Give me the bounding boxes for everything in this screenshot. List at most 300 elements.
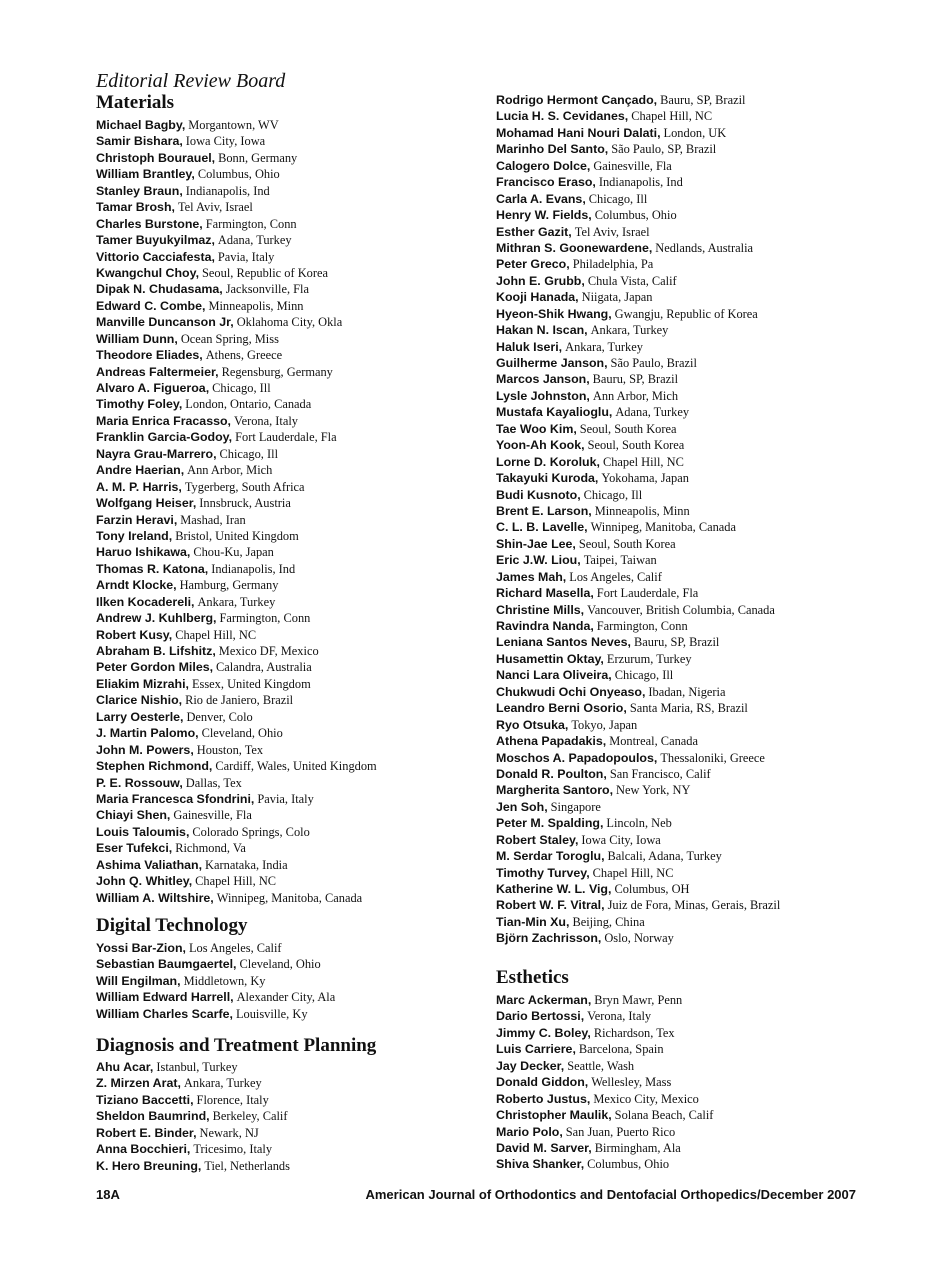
member-name: Leniana Santos Neves, bbox=[496, 635, 631, 650]
member-location: Regensburg, Germany bbox=[221, 364, 333, 379]
member-location: Barcelona, Spain bbox=[578, 1042, 664, 1057]
board-member-entry bbox=[96, 1125, 290, 1141]
board-member-entry bbox=[496, 750, 780, 766]
member-location: Beijing, China bbox=[572, 914, 645, 929]
member-location: Minneapolis, Minn bbox=[208, 298, 304, 313]
board-member-entry bbox=[496, 1091, 713, 1107]
board-member-entry bbox=[96, 314, 377, 330]
board-member-entry bbox=[496, 1156, 713, 1172]
member-name: Robert W. F. Vitral, bbox=[496, 898, 605, 913]
board-member-entry bbox=[96, 725, 377, 741]
board-member-entry bbox=[496, 634, 780, 650]
board-member-entry bbox=[496, 1124, 713, 1140]
member-name: Björn Zachrisson, bbox=[496, 931, 602, 946]
member-location: Seoul, South Korea bbox=[578, 536, 676, 551]
member-name: Takayuki Kuroda, bbox=[496, 471, 599, 486]
member-name: Ashima Valiathan, bbox=[96, 857, 203, 872]
board-member-entry bbox=[496, 141, 780, 157]
member-name: Kooji Hanada, bbox=[496, 290, 579, 305]
board-member-entry bbox=[96, 857, 377, 873]
board-member-entry bbox=[496, 322, 780, 338]
board-member-entry bbox=[96, 890, 377, 906]
member-location: Gainesville, Fla bbox=[173, 808, 252, 823]
member-name: Andre Haerian, bbox=[96, 463, 185, 478]
board-member-entry bbox=[496, 717, 780, 733]
member-location: Iowa City, Iowa bbox=[581, 832, 661, 847]
member-list-digital-technology bbox=[96, 940, 335, 1022]
member-name: Maria Enrica Fracasso, bbox=[96, 413, 231, 428]
member-location: Tel Aviv, Israel bbox=[177, 200, 253, 215]
member-location: Ankara, Turkey bbox=[183, 1076, 262, 1091]
member-name: Athena Papadakis, bbox=[496, 734, 607, 749]
member-name: Manville Duncanson Jr, bbox=[96, 315, 234, 330]
member-location: Indianapolis, Ind bbox=[185, 183, 270, 198]
member-location: Ankara, Turkey bbox=[197, 594, 276, 609]
member-name: Marc Ackerman, bbox=[496, 993, 592, 1007]
board-member-entry bbox=[96, 150, 377, 166]
member-name: Robert Staley, bbox=[496, 832, 579, 847]
member-name: Tian-Min Xu, bbox=[496, 914, 570, 929]
member-location: São Paulo, SP, Brazil bbox=[611, 142, 717, 157]
page-heading: Editorial Review Board bbox=[96, 70, 286, 92]
board-member-entry bbox=[496, 339, 780, 355]
member-location: Columbus, OH bbox=[614, 882, 690, 896]
board-member-entry bbox=[496, 602, 780, 618]
member-location: Cardiff, Wales, United Kingdom bbox=[215, 759, 377, 774]
member-location: Dallas, Tex bbox=[185, 775, 242, 790]
board-member-entry bbox=[496, 487, 780, 503]
member-location: Alexander City, Ala bbox=[236, 990, 336, 1005]
board-member-entry bbox=[496, 470, 780, 486]
board-member-entry bbox=[496, 930, 780, 946]
member-location: Nedlands, Australia bbox=[655, 240, 754, 255]
board-member-entry bbox=[96, 577, 377, 593]
member-location: Yokohama, Japan bbox=[601, 471, 689, 486]
member-location: Rio de Janiero, Brazil bbox=[185, 693, 294, 708]
member-location: Istanbul, Turkey bbox=[156, 1060, 238, 1074]
board-member-entry bbox=[496, 273, 780, 289]
board-member-entry bbox=[496, 174, 780, 190]
member-name: Hakan N. Iscan, bbox=[496, 323, 588, 338]
member-location: Chicago, Ill bbox=[212, 381, 271, 395]
member-location: Karnataka, India bbox=[205, 857, 288, 872]
member-location: Mexico DF, Mexico bbox=[218, 644, 319, 658]
board-member-entry bbox=[96, 643, 377, 659]
board-member-entry bbox=[496, 1140, 713, 1156]
member-name: Ilken Kocadereli, bbox=[96, 594, 195, 609]
board-member-entry bbox=[96, 117, 377, 133]
member-location: Fort Lauderdale, Fla bbox=[596, 586, 699, 601]
member-location: Seattle, Wash bbox=[567, 1058, 635, 1073]
member-name: Moschos A. Papadopoulos, bbox=[496, 750, 658, 765]
board-member-entry bbox=[96, 807, 377, 823]
member-location: Seoul, South Korea bbox=[579, 421, 677, 436]
board-member-entry bbox=[496, 355, 780, 371]
member-name: William Edward Harrell, bbox=[96, 990, 234, 1005]
member-name: Marcos Janson, bbox=[496, 372, 590, 387]
member-location: Ankara, Turkey bbox=[590, 323, 669, 338]
member-name: Christopher Maulik, bbox=[496, 1108, 612, 1123]
member-name: Abraham B. Lifshitz, bbox=[96, 644, 216, 658]
board-member-entry bbox=[96, 446, 377, 462]
board-member-entry bbox=[496, 536, 780, 552]
member-location: Columbus, Ohio bbox=[594, 208, 677, 223]
member-location: Bristol, United Kingdom bbox=[175, 528, 299, 543]
member-name: Stephen Richmond, bbox=[96, 759, 213, 774]
member-location: Adana, Turkey bbox=[217, 233, 292, 248]
board-member-entry bbox=[96, 364, 377, 380]
board-member-entry bbox=[496, 1107, 713, 1123]
board-member-entry bbox=[96, 1141, 290, 1157]
member-name: Richard Masella, bbox=[496, 586, 594, 601]
board-member-entry bbox=[496, 1008, 713, 1024]
member-name: Haruo Ishikawa, bbox=[96, 545, 191, 560]
member-location: Indianapolis, Ind bbox=[598, 175, 683, 190]
member-location: Winnipeg, Manitoba, Canada bbox=[590, 520, 736, 535]
member-location: Florence, Italy bbox=[196, 1092, 269, 1107]
board-member-entry bbox=[96, 709, 377, 725]
member-list-esthetics bbox=[496, 992, 713, 1173]
board-member-entry bbox=[96, 133, 377, 149]
board-member-entry bbox=[496, 1041, 713, 1057]
board-member-entry bbox=[96, 1059, 290, 1075]
member-location: Thessaloniki, Greece bbox=[660, 750, 765, 765]
board-member-entry bbox=[96, 627, 377, 643]
member-location: Erzurum, Turkey bbox=[606, 651, 692, 666]
member-location: Tygerberg, South Africa bbox=[184, 479, 305, 494]
board-member-entry bbox=[496, 569, 780, 585]
member-name: Eliakim Mizrahi, bbox=[96, 676, 189, 691]
member-name: Yossi Bar-Zion, bbox=[96, 941, 186, 955]
member-location: Middletown, Ky bbox=[183, 973, 266, 988]
board-member-entry bbox=[496, 733, 780, 749]
member-name: Jay Decker, bbox=[496, 1058, 565, 1073]
board-member-entry bbox=[496, 585, 780, 601]
board-member-entry bbox=[496, 667, 780, 683]
board-member-entry bbox=[496, 108, 780, 124]
board-member-entry bbox=[496, 799, 780, 815]
member-name: Maria Francesca Sfondrini, bbox=[96, 791, 255, 806]
board-member-entry bbox=[96, 166, 377, 182]
member-name: Tae Woo Kim, bbox=[496, 421, 577, 436]
member-name: Katherine W. L. Vig, bbox=[496, 882, 612, 896]
member-location: Hamburg, Germany bbox=[179, 578, 279, 593]
member-location: Denver, Colo bbox=[186, 709, 253, 724]
board-member-entry bbox=[96, 1006, 335, 1022]
member-location: Chicago, Ill bbox=[614, 668, 674, 683]
member-name: Nayra Grau-Marrero, bbox=[96, 446, 217, 461]
page-number: 18A bbox=[96, 1187, 120, 1202]
member-name: Sebastian Baumgaertel, bbox=[96, 957, 237, 972]
member-location: Richmond, Va bbox=[175, 841, 246, 856]
board-member-entry bbox=[496, 1058, 713, 1074]
board-member-entry bbox=[496, 125, 780, 141]
member-name: Samir Bishara, bbox=[96, 134, 183, 149]
member-location: Chapel Hill, NC bbox=[175, 627, 257, 642]
member-name: Andrew J. Kuhlberg, bbox=[96, 611, 217, 626]
member-name: Larry Oesterle, bbox=[96, 709, 184, 724]
member-name: Donald R. Poulton, bbox=[496, 766, 607, 781]
board-member-entry bbox=[96, 216, 377, 232]
board-member-entry bbox=[96, 940, 335, 956]
member-name: Hyeon-Shik Hwang, bbox=[496, 306, 612, 321]
member-location: Seoul, Republic of Korea bbox=[202, 265, 328, 280]
member-location: Athens, Greece bbox=[205, 348, 283, 363]
member-location: Juiz de Fora, Minas, Gerais, Brazil bbox=[607, 898, 781, 913]
member-location: Ann Arbor, Mich bbox=[592, 388, 679, 403]
member-list-materials bbox=[96, 117, 377, 906]
member-name: Chukwudi Ochi Onyeaso, bbox=[496, 684, 646, 699]
member-name: Mithran S. Goonewardene, bbox=[496, 240, 653, 255]
member-location: Montreal, Canada bbox=[609, 734, 698, 749]
member-name: Rodrigo Hermont Cançado, bbox=[496, 93, 658, 107]
board-member-entry bbox=[96, 973, 335, 989]
member-name: Farzin Heravi, bbox=[96, 512, 178, 527]
member-name: William Brantley, bbox=[96, 167, 195, 182]
member-name: Lucia H. S. Cevidanes, bbox=[496, 109, 629, 124]
board-member-entry bbox=[96, 659, 377, 675]
member-name: Ravindra Nanda, bbox=[496, 619, 594, 633]
member-location: Niigata, Japan bbox=[581, 290, 653, 305]
member-name: Anna Bocchieri, bbox=[96, 1142, 191, 1157]
member-location: Tricesimo, Italy bbox=[193, 1142, 273, 1157]
member-location: Birmingham, Ala bbox=[594, 1140, 681, 1155]
member-name: Theodore Eliades, bbox=[96, 348, 203, 363]
member-name: Timothy Foley, bbox=[96, 397, 183, 412]
member-location: San Francisco, Calif bbox=[609, 766, 711, 781]
member-name: Chiayi Shen, bbox=[96, 808, 171, 823]
member-location: Ibadan, Nigeria bbox=[648, 684, 726, 699]
member-name: Andreas Faltermeier, bbox=[96, 364, 219, 379]
board-member-entry bbox=[496, 421, 780, 437]
member-location: Chicago, Ill bbox=[583, 487, 643, 502]
board-member-entry bbox=[96, 380, 377, 396]
member-name: Peter Gordon Miles, bbox=[96, 660, 214, 675]
board-member-entry bbox=[96, 840, 377, 856]
board-member-entry bbox=[496, 289, 780, 305]
section-title-materials: Materials bbox=[96, 92, 175, 113]
board-member-entry bbox=[96, 1075, 290, 1091]
member-name: Mohamad Hani Nouri Dalati, bbox=[496, 125, 661, 140]
board-member-entry bbox=[96, 544, 377, 560]
member-name: Tamer Buyukyilmaz, bbox=[96, 233, 215, 248]
member-location: Cleveland, Ohio bbox=[239, 957, 321, 972]
member-location: Bauru, SP, Brazil bbox=[660, 93, 746, 107]
board-member-entry bbox=[96, 1158, 290, 1174]
member-name: Shiva Shanker, bbox=[496, 1157, 585, 1172]
board-member-entry bbox=[96, 676, 377, 692]
board-member-entry bbox=[496, 897, 780, 913]
board-member-entry bbox=[496, 388, 780, 404]
member-location: Taipei, Taiwan bbox=[583, 553, 657, 568]
board-member-entry bbox=[96, 429, 377, 445]
member-location: Oklahoma City, Okla bbox=[236, 315, 343, 330]
member-name: Will Engilman, bbox=[96, 973, 181, 988]
board-member-entry bbox=[496, 782, 780, 798]
member-name: Calogero Dolce, bbox=[496, 158, 591, 173]
board-member-entry bbox=[96, 758, 377, 774]
board-member-entry bbox=[96, 281, 377, 297]
member-location: Mexico City, Mexico bbox=[593, 1091, 699, 1106]
member-location: Bauru, SP, Brazil bbox=[633, 635, 720, 650]
member-location: São Paulo, Brazil bbox=[610, 356, 697, 370]
board-member-entry bbox=[96, 775, 377, 791]
member-location: Ann Arbor, Mich bbox=[187, 463, 273, 478]
member-name: Husamettin Oktay, bbox=[496, 651, 604, 666]
member-name: Ryo Otsuka, bbox=[496, 717, 569, 732]
member-location: Chicago, Ill bbox=[219, 446, 279, 461]
member-name: Carla A. Evans, bbox=[496, 191, 586, 206]
member-location: Columbus, Ohio bbox=[197, 167, 280, 182]
member-location: Philadelphia, Pa bbox=[572, 257, 654, 272]
board-member-entry bbox=[96, 561, 377, 577]
member-location: Colorado Springs, Colo bbox=[192, 824, 310, 839]
member-name: Robert E. Binder, bbox=[96, 1125, 197, 1140]
board-member-entry bbox=[96, 1108, 290, 1124]
member-location: Jacksonville, Fla bbox=[225, 282, 309, 297]
member-location: Minneapolis, Minn bbox=[594, 503, 690, 518]
board-member-entry bbox=[496, 881, 780, 897]
member-name: Esther Gazit, bbox=[496, 224, 572, 239]
member-name: Lorne D. Koroluk, bbox=[496, 454, 600, 469]
member-name: Michael Bagby, bbox=[96, 118, 186, 132]
member-name: Tony Ireland, bbox=[96, 528, 173, 543]
member-name: Eser Tufekci, bbox=[96, 841, 173, 856]
member-location: Tel Aviv, Israel bbox=[574, 224, 650, 239]
member-name: Peter Greco, bbox=[496, 257, 570, 272]
board-member-entry bbox=[96, 479, 377, 495]
member-location: Pavia, Italy bbox=[257, 791, 314, 806]
member-name: Marinho Del Santo, bbox=[496, 142, 609, 157]
section-title-digital-technology: Digital Technology bbox=[96, 915, 248, 936]
member-name: Luis Carriere, bbox=[496, 1042, 576, 1057]
member-name: Arndt Klocke, bbox=[96, 578, 177, 593]
member-name: Shin-Jae Lee, bbox=[496, 536, 576, 551]
member-location: Houston, Tex bbox=[196, 742, 264, 757]
member-name: Vittorio Cacciafesta, bbox=[96, 249, 215, 264]
board-member-entry bbox=[496, 503, 780, 519]
member-name: Mustafa Kayalioglu, bbox=[496, 405, 613, 420]
board-member-entry bbox=[496, 815, 780, 831]
member-location: Indianapolis, Ind bbox=[211, 561, 296, 576]
member-name: Margherita Santoro, bbox=[496, 783, 614, 798]
board-member-entry bbox=[96, 232, 377, 248]
member-location: Morgantown, WV bbox=[188, 118, 279, 132]
member-location: Ankara, Turkey bbox=[565, 339, 643, 354]
member-location: Gainesville, Fla bbox=[593, 158, 672, 173]
member-name: Franklin Garcia-Godoy, bbox=[96, 430, 233, 445]
member-name: P. E. Rossouw, bbox=[96, 775, 183, 790]
member-name: William A. Wiltshire, bbox=[96, 890, 214, 905]
board-member-entry bbox=[96, 528, 377, 544]
member-name: A. M. P. Harris, bbox=[96, 479, 182, 494]
member-name: Yoon-Ah Kook, bbox=[496, 438, 585, 453]
member-name: John M. Powers, bbox=[96, 742, 194, 757]
member-location: Verona, Italy bbox=[587, 1009, 652, 1024]
board-member-entry bbox=[496, 552, 780, 568]
board-member-entry bbox=[96, 249, 377, 265]
board-member-entry bbox=[96, 791, 377, 807]
member-location: San Juan, Puerto Rico bbox=[565, 1124, 676, 1139]
board-member-entry bbox=[496, 437, 780, 453]
member-name: J. Martin Palomo, bbox=[96, 726, 199, 741]
member-name: Sheldon Baumrind, bbox=[96, 1109, 210, 1124]
member-name: Mario Polo, bbox=[496, 1124, 563, 1139]
member-location: Essex, United Kingdom bbox=[191, 676, 311, 691]
member-location: Wellesley, Mass bbox=[591, 1075, 672, 1090]
member-location: Seoul, South Korea bbox=[587, 438, 685, 453]
board-member-entry bbox=[496, 306, 780, 322]
member-location: Oslo, Norway bbox=[604, 931, 674, 946]
board-member-entry bbox=[96, 199, 377, 215]
board-member-entry bbox=[496, 651, 780, 667]
member-name: Clarice Nishio, bbox=[96, 693, 183, 708]
member-name: Wolfgang Heiser, bbox=[96, 496, 197, 511]
member-list-diagnosis bbox=[96, 1059, 290, 1174]
member-location: Farmington, Conn bbox=[205, 216, 297, 231]
member-name: Christine Mills, bbox=[496, 602, 585, 617]
member-location: Cleveland, Ohio bbox=[201, 726, 283, 741]
member-name: Charles Burstone, bbox=[96, 216, 203, 231]
member-name: Kwangchul Choy, bbox=[96, 265, 200, 280]
member-location: Calandra, Australia bbox=[216, 660, 312, 675]
member-name: K. Hero Breuning, bbox=[96, 1158, 202, 1173]
member-name: William Charles Scarfe, bbox=[96, 1006, 233, 1021]
member-name: Alvaro A. Figueroa, bbox=[96, 381, 210, 395]
member-location: Columbus, Ohio bbox=[587, 1157, 670, 1172]
member-location: Singapore bbox=[550, 799, 601, 814]
section-title-diagnosis: Diagnosis and Treatment Planning bbox=[96, 1035, 377, 1056]
board-member-entry bbox=[496, 224, 780, 240]
member-location: Innsbruck, Austria bbox=[199, 496, 291, 511]
member-location: Ocean Spring, Miss bbox=[180, 331, 279, 346]
member-name: Haluk Iseri, bbox=[496, 339, 563, 354]
member-name: M. Serdar Toroglu, bbox=[496, 849, 605, 864]
member-name: Dipak N. Chudasama, bbox=[96, 282, 223, 297]
member-name: Edward C. Combe, bbox=[96, 298, 206, 313]
member-location: Newark, NJ bbox=[199, 1125, 259, 1140]
member-location: Iowa City, Iowa bbox=[185, 134, 266, 149]
board-member-entry bbox=[96, 331, 377, 347]
member-name: Leandro Berni Osorio, bbox=[496, 701, 627, 716]
member-location: Pavia, Italy bbox=[217, 249, 275, 264]
board-member-entry bbox=[96, 610, 377, 626]
member-location: Mashad, Iran bbox=[180, 512, 246, 527]
member-name: Jen Soh, bbox=[496, 799, 548, 814]
member-location: Fort Lauderdale, Fla bbox=[235, 430, 337, 445]
board-member-entry bbox=[496, 454, 780, 470]
board-member-entry bbox=[496, 684, 780, 700]
member-name: Budi Kusnoto, bbox=[496, 487, 581, 502]
member-name: David M. Sarver, bbox=[496, 1140, 592, 1155]
member-name: Z. Mirzen Arat, bbox=[96, 1076, 181, 1091]
member-location: London, Ontario, Canada bbox=[185, 397, 312, 412]
member-location: Chapel Hill, NC bbox=[631, 109, 713, 124]
member-name: Louis Taloumis, bbox=[96, 824, 190, 839]
member-location: New York, NY bbox=[616, 783, 691, 798]
member-name: Peter M. Spalding, bbox=[496, 816, 604, 831]
member-location: Lincoln, Neb bbox=[606, 816, 672, 831]
board-member-entry bbox=[496, 404, 780, 420]
member-name: Timothy Turvey, bbox=[496, 865, 590, 880]
member-name: Guilherme Janson, bbox=[496, 356, 608, 370]
board-member-entry bbox=[496, 865, 780, 881]
member-location: Chou-Ku, Japan bbox=[193, 545, 274, 560]
board-member-entry bbox=[96, 512, 377, 528]
member-name: Christoph Bourauel, bbox=[96, 150, 216, 165]
member-name: Jimmy C. Boley, bbox=[496, 1025, 591, 1040]
member-name: Eric J.W. Liou, bbox=[496, 553, 581, 568]
